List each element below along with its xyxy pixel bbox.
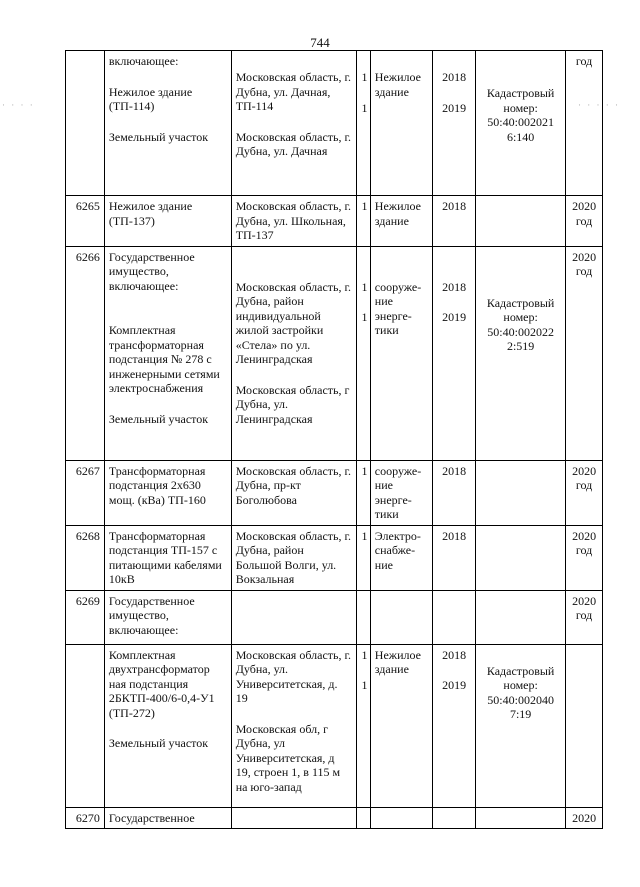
quantity-cell [357, 246, 370, 460]
page-number: 744 [310, 35, 330, 50]
quantity-text: 1 [361, 463, 368, 478]
cell-gap [236, 114, 353, 130]
quantity-cell [357, 51, 370, 196]
address-cell [231, 246, 357, 460]
cell-gap [375, 338, 428, 354]
registration-year-cell [566, 590, 603, 644]
object-name-cell [104, 51, 231, 196]
registration-year-cell [566, 51, 603, 196]
object-name-cell [104, 590, 231, 644]
table-row [66, 51, 603, 196]
table-row [66, 460, 603, 525]
purpose-cell [370, 644, 432, 807]
year-text: 2019 [442, 310, 467, 324]
cell-gap [361, 250, 365, 280]
quantity-cell [357, 590, 370, 644]
cell-gap [361, 85, 365, 101]
table-row [66, 246, 603, 460]
cell-gap [375, 250, 428, 280]
registration-year-cell [566, 460, 603, 525]
cadastral-cell [476, 644, 566, 807]
year-cell [433, 807, 476, 829]
cell-gap [236, 706, 353, 722]
object-name-cell [104, 644, 231, 807]
row-number-cell [66, 51, 105, 196]
object-name-cell [104, 246, 231, 460]
year-cell [433, 460, 476, 525]
row-number-text: 6269 [75, 593, 100, 608]
registration-year-cell [566, 246, 603, 460]
year-cell [433, 246, 476, 460]
cell-gap [480, 648, 561, 664]
address-text: Московская обл, г Дубна, ул Университетская, д 19, строен 1, в 115 м на юго-запад [235, 721, 341, 794]
row-number-cell [66, 196, 105, 247]
year-text: 2018 [442, 70, 467, 84]
address-text: Московская область, г. Дубна, пр-кт Боголюбова [235, 463, 352, 507]
registration-year-cell [566, 807, 603, 829]
purpose-cell [370, 460, 432, 525]
quantity-text: 1 [361, 678, 368, 692]
cell-gap [109, 114, 227, 130]
object-name-text: Нежилое здание (ТП-114) [108, 84, 193, 113]
year-cell [433, 525, 476, 590]
object-name-text: Земельный участок [108, 736, 209, 750]
cell-gap [437, 54, 471, 70]
purpose-cell [370, 51, 432, 196]
object-name-text: Трансформаторная подстанция ТП-157 с питающими кабелями 10кВ [108, 528, 222, 586]
cell-gap [361, 54, 365, 70]
year-cell [433, 51, 476, 196]
cell-gap [109, 396, 227, 412]
object-name-text: Нежилое здание (ТП-137) [108, 199, 193, 228]
cell-gap [375, 677, 428, 693]
purpose-text: Нежилое здание [374, 70, 421, 99]
registration-year-text: 2020 год [572, 463, 597, 492]
cadastral-cell [476, 807, 566, 829]
quantity-cell [357, 525, 370, 590]
registration-year-text: год [575, 54, 593, 68]
year-text: 2018 [442, 647, 467, 662]
purpose-cell [370, 807, 432, 829]
quantity-text: 1 [361, 647, 368, 662]
cell-gap [437, 294, 471, 310]
row-number-text: 6270 [75, 810, 100, 825]
scan-artifact: · · · · · [578, 100, 620, 110]
year-text: 2018 [442, 279, 467, 294]
object-name-cell [104, 807, 231, 829]
quantity-text: 1 [361, 100, 368, 115]
address-text: Московская область, г. Дубна, ул. Университетская, д. 19 [235, 647, 352, 705]
address-text: Московская область, г. Дубна, ул. Дачная, ТП-114 [235, 70, 352, 113]
cell-gap [480, 280, 561, 296]
registration-year-text: 2020 год [572, 528, 597, 557]
address-text: Московская область, г Дубна, ул. Ленинградская [235, 382, 350, 426]
cell-gap [109, 69, 227, 85]
address-text: Московская область, г. Дубна, ул. Школьная, ТП-137 [235, 199, 352, 242]
cadastral-cell [476, 525, 566, 590]
address-text: Московская область, г. Дубна, ул. Дачная [235, 129, 352, 158]
registration-year-text: 2020 год [572, 249, 597, 278]
row-number-text: 6267 [75, 463, 100, 478]
cell-gap [437, 250, 471, 280]
row-number-cell [66, 525, 105, 590]
table-row [66, 644, 603, 807]
cell-gap [361, 662, 365, 678]
purpose-cell [370, 196, 432, 247]
quantity-cell [357, 196, 370, 247]
registration-year-text: 2020 год [572, 199, 597, 228]
cadastral-text: Кадастровый номер: 50:40:002040 7:19 [486, 663, 555, 721]
quantity-cell [357, 644, 370, 807]
address-cell [231, 51, 357, 196]
purpose-cell [370, 590, 432, 644]
address-text: Московская область, г. Дубна, район Большой Волги, ул. Вокзальная [235, 528, 352, 586]
cell-gap [109, 293, 227, 323]
purpose-cell [370, 246, 432, 460]
cell-gap [109, 720, 227, 736]
year-text: 2018 [442, 463, 467, 478]
cadastral-cell [476, 246, 566, 460]
year-text: 2019 [442, 678, 467, 692]
object-name-cell [104, 525, 231, 590]
table-row [66, 590, 603, 644]
quantity-text: 1 [361, 70, 368, 84]
cadastral-text: Кадастровый номер: 50:40:002022 2:519 [486, 295, 555, 353]
address-cell [231, 460, 357, 525]
cadastral-cell [476, 590, 566, 644]
cell-gap [236, 54, 353, 70]
row-number-text: 6266 [75, 249, 100, 264]
purpose-cell [370, 525, 432, 590]
cell-gap [437, 662, 471, 678]
cell-gap [375, 99, 428, 115]
address-cell [231, 525, 357, 590]
year-text: 2018 [442, 199, 467, 213]
registration-year-cell [566, 525, 603, 590]
cadastral-cell [476, 460, 566, 525]
address-text: Московская область, г. Дубна, район индивидуальной жилой застройки «Стела» по ул. Ленинградская [235, 279, 352, 366]
cadastral-cell [476, 51, 566, 196]
object-name-cell [104, 196, 231, 247]
object-name-text: Государственное имущество, включающее: [108, 593, 195, 637]
cadastral-cell [476, 196, 566, 247]
address-cell [231, 196, 357, 247]
purpose-text: Нежилое здание [374, 199, 421, 228]
property-registry-table [65, 50, 603, 829]
purpose-text: сооруже-ние энерге-тики [374, 279, 422, 337]
cell-gap [375, 54, 428, 70]
year-cell [433, 196, 476, 247]
object-name-text: Земельный участок [108, 129, 209, 144]
cell-gap [437, 85, 471, 101]
row-number-cell [66, 246, 105, 460]
object-name-text: Земельный участок [108, 411, 209, 426]
row-number-cell [66, 644, 105, 807]
object-name-text: Трансформаторная подстанция 2х630 мощ. (кВа) ТП-160 [108, 463, 206, 507]
year-cell [433, 644, 476, 807]
purpose-text: сооруже-ние энерге-тики [374, 463, 422, 521]
object-name-text: Государственное [108, 810, 195, 825]
address-cell [231, 807, 357, 829]
purpose-text: Электро-снабже-ние [374, 528, 421, 572]
registration-year-cell [566, 196, 603, 247]
year-text: 2019 [442, 100, 467, 115]
registration-year-cell [566, 644, 603, 807]
quantity-cell [357, 460, 370, 525]
address-cell [231, 644, 357, 807]
object-name-text: включающее: [108, 54, 179, 68]
scan-artifact: · · · · [2, 100, 35, 110]
registration-year-text: 2020 [572, 810, 597, 825]
row-number-text: 6268 [75, 528, 100, 543]
cell-gap [236, 250, 353, 280]
object-name-text: Комплектная двухтрансформатор ная подстанция 2БКТП-400/6-0,4-У1 (ТП-272) [108, 647, 215, 720]
purpose-text: Нежилое здание [374, 647, 421, 676]
quantity-text: 1 [361, 528, 368, 543]
cell-gap [236, 367, 353, 383]
row-number-cell [66, 590, 105, 644]
quantity-cell [357, 807, 370, 829]
table-row [66, 525, 603, 590]
cell-gap [361, 294, 365, 310]
quantity-text: 1 [361, 279, 368, 294]
row-number-cell [66, 807, 105, 829]
object-name-text: Комплектная трансформаторная подстанция № 278 с инженерными сетями электроснабжения [108, 323, 220, 395]
cell-gap [480, 70, 561, 86]
year-text: 2018 [442, 528, 467, 543]
table-row [66, 807, 603, 829]
table-row [66, 196, 603, 247]
object-name-text: Государственное имущество, включающее: [108, 249, 195, 293]
row-number-cell [66, 460, 105, 525]
quantity-text: 1 [361, 310, 368, 324]
cell-gap [480, 250, 561, 280]
year-cell [433, 590, 476, 644]
cadastral-text: Кадастровый номер: 50:40:002021 6:140 [486, 86, 555, 144]
cell-gap [480, 54, 561, 70]
address-cell [231, 590, 357, 644]
registration-year-text: 2020 год [572, 593, 597, 622]
row-number-text: 6265 [75, 199, 100, 213]
object-name-cell [104, 460, 231, 525]
quantity-text: 1 [361, 199, 368, 213]
